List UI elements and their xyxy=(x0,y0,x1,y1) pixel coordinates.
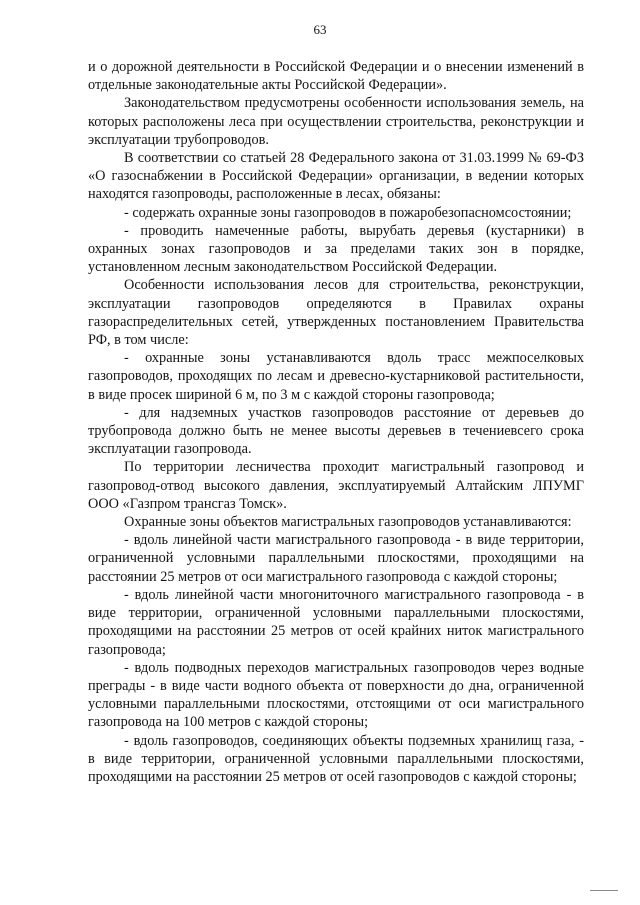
page-number: 63 xyxy=(313,22,327,37)
list-item: - проводить намеченные работы, вырубать деревья (кустарники) в охранных зонах газопроводов и за пределами таких зон в порядке, установленном лесным законодательством Российской Федерации. xyxy=(88,222,584,276)
paragraph: Охранные зоны объектов магистральных газопроводов устанавливаются: xyxy=(124,514,572,531)
list-item: - вдоль линейной части магистрального газопровода - в виде территории, ограниченной условными параллельными плоскостями, проходящими на расстоянии 25 метров от оси магистрального газопровода с каждой стороны; xyxy=(88,532,584,585)
scan-mark xyxy=(590,890,618,891)
list-item: - для надземных участков газопроводов расстояние от деревьев до трубопровода должно быть не менее высоты деревьев в течениевсего срока эксплуатации газопровода. xyxy=(88,404,584,458)
paragraph: Законодательством предусмотрены особенности использования земель, на которых расположены леса при осуществлении строительства, реконструкции и эксплуатации трубопроводов. xyxy=(88,95,584,148)
list-item: - вдоль подводных переходов магистральных газопроводов через водные преграды - в виде части водного объекта от поверхности до дна, ограниченной условными параллельными плоскостями, отстоящими от оси магистрального газопровода на 100 метров с каждой стороны; xyxy=(88,659,584,731)
list-item: - вдоль линейной части многониточного магистрального газопровода - в виде территории, ограниченной условными параллельными плоскостями, проходящими на расстоянии 25 метров от осей крайних ниток магистрального газопровода; xyxy=(88,586,584,658)
paragraph: По территории лесничества проходит магистральный газопровод и газопровод-отвод высокого давления, эксплуатируемый Алтайским ЛПУМГ ООО «Газпром трансгаз Томск». xyxy=(88,459,584,512)
paragraph: и о дорожной деятельности в Российской Федерации и о внесении изменений в отдельные законодательные акты Российской Федерации». xyxy=(88,59,584,94)
paragraph: В соответствии со статьей 28 Федерального закона от 31.03.1999 № 69-ФЗ «О газоснабжении в Российской Федерации» организации, в ведении которых находятся газопроводы, расположенные в лесах, обязаны: xyxy=(88,150,584,203)
document-body xyxy=(88,58,584,786)
list-item: - содержать охранные зоны газопроводов в пожаробезопасномсостоянии; xyxy=(124,204,572,221)
list-item: - охранные зоны устанавливаются вдоль трасс межпоселковых газопроводов, проходящих по лесам и древесно-кустарниковой растительности, в виде просек шириной 6 м, по 3 м с каждой стороны газопровода; xyxy=(88,350,584,403)
paragraph: Особенности использования лесов для строительства, реконструкции, эксплуатации газопроводов определяются в Правилах охраны газораспределительных сетей, утвержденных постановлением Правительства РФ, в том числе: xyxy=(88,277,584,349)
list-item: - вдоль газопроводов, соединяющих объекты подземных хранилищ газа, - в виде территории, ограниченной условными параллельными плоскостями, проходящими на расстоянии 25 метров от осей газопроводов с каждой стороны; xyxy=(88,732,584,785)
